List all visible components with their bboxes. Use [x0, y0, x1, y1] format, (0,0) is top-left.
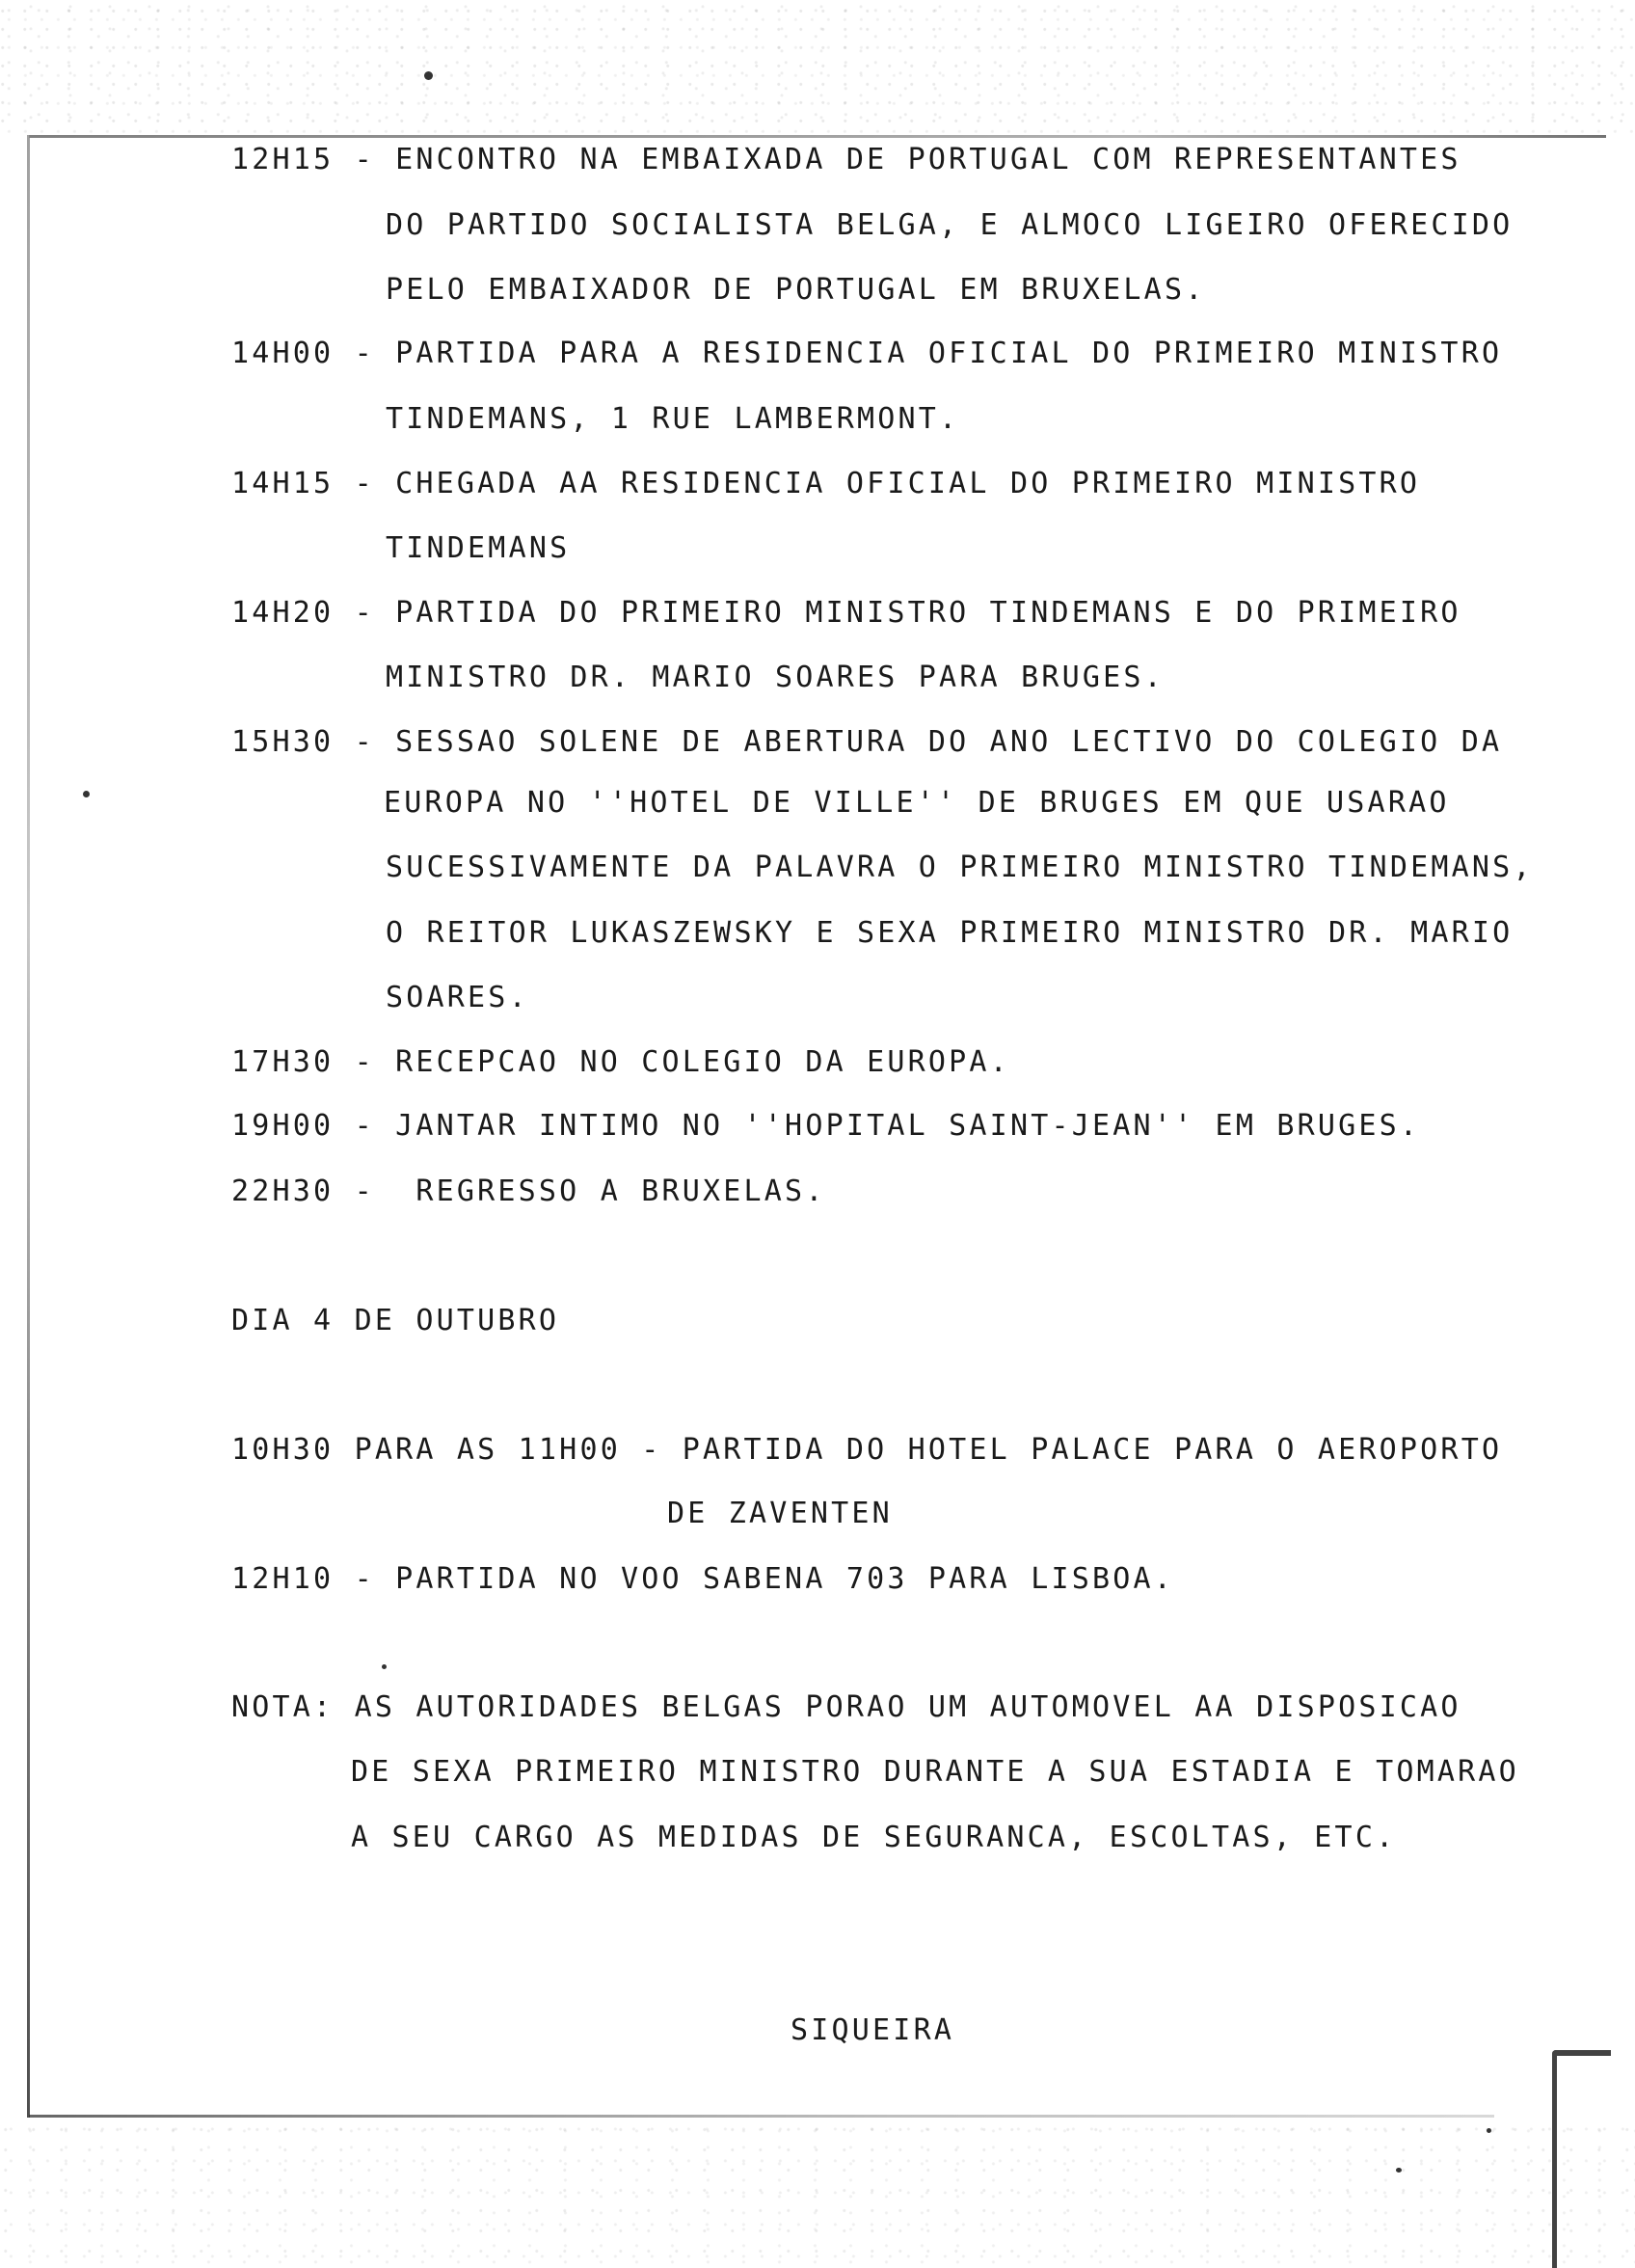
schedule-line-2230: 22H30 - REGRESSO A BRUXELAS. — [231, 1174, 826, 1208]
ink-speck — [1396, 2168, 1402, 2173]
schedule-line-1215-cont-1: DO PARTIDO SOCIALISTA BELGA, E ALMOCO LIGEIRO OFERECIDO — [386, 208, 1514, 242]
scan-border-left — [27, 135, 30, 2118]
ink-speck — [382, 1664, 387, 1669]
schedule-line-1215-cont-2: PELO EMBAIXADOR DE PORTUGAL EM BRUXELAS. — [386, 273, 1206, 307]
schedule-line-1030-cont: DE ZAVENTEN — [667, 1497, 893, 1530]
ink-speck — [1487, 2128, 1491, 2133]
note-line-1: NOTA: AS AUTORIDADES BELGAS PORAO UM AUTOMOVEL AA DISPOSICAO — [231, 1690, 1461, 1724]
schedule-line-1530-cont-1: EUROPA NO ''HOTEL DE VILLE'' DE BRUGES EM QUE USARAO — [384, 786, 1450, 820]
schedule-line-1530: 15H30 - SESSAO SOLENE DE ABERTURA DO ANO LECTIVO DO COLEGIO DA — [231, 725, 1503, 759]
scan-corner-mark — [1552, 2050, 1611, 2268]
scan-noise-top — [0, 0, 1635, 135]
schedule-line-1415-cont: TINDEMANS — [386, 531, 571, 565]
schedule-line-1530-cont-2: SUCESSIVAMENTE DA PALAVRA O PRIMEIRO MINISTRO TINDEMANS, — [386, 850, 1534, 884]
schedule-line-1215: 12H15 - ENCONTRO NA EMBAIXADA DE PORTUGAL COM REPRESENTANTES — [231, 143, 1461, 176]
schedule-line-1420-cont: MINISTRO DR. MARIO SOARES PARA BRUGES. — [386, 661, 1165, 694]
signature-name: SIQUEIRA — [791, 2013, 955, 2047]
scan-border-bottom — [29, 2115, 1494, 2118]
schedule-line-1400-cont: TINDEMANS, 1 RUE LAMBERMONT. — [386, 402, 960, 436]
schedule-line-1030: 10H30 PARA AS 11H00 - PARTIDA DO HOTEL PALACE PARA O AEROPORTO — [231, 1433, 1503, 1467]
schedule-line-1400: 14H00 - PARTIDA PARA A RESIDENCIA OFICIAL DO PRIMEIRO MINISTRO — [231, 337, 1503, 370]
scan-border-top — [29, 135, 1606, 138]
schedule-line-1900: 19H00 - JANTAR INTIMO NO ''HOPITAL SAINT-JEAN'' EM BRUGES. — [231, 1109, 1421, 1143]
note-line-3: A SEU CARGO AS MEDIDAS DE SEGURANCA, ESCOLTAS, ETC. — [351, 1821, 1397, 1854]
schedule-line-1730: 17H30 - RECEPCAO NO COLEGIO DA EUROPA. — [231, 1045, 1010, 1079]
schedule-line-1530-cont-4: SOARES. — [386, 981, 529, 1014]
scan-noise-bottom — [0, 2120, 1635, 2268]
schedule-line-1210: 12H10 - PARTIDA NO VOO SABENA 703 PARA LISBOA. — [231, 1562, 1175, 1596]
schedule-line-1415: 14H15 - CHEGADA AA RESIDENCIA OFICIAL DO PRIMEIRO MINISTRO — [231, 467, 1421, 500]
schedule-line-1530-cont-3: O REITOR LUKASZEWSKY E SEXA PRIMEIRO MINISTRO DR. MARIO — [386, 916, 1514, 950]
note-line-2: DE SEXA PRIMEIRO MINISTRO DURANTE A SUA ESTADIA E TOMARAO — [351, 1755, 1519, 1789]
day-heading: DIA 4 DE OUTUBRO — [231, 1304, 560, 1337]
ink-speck — [424, 71, 433, 80]
ink-speck — [83, 791, 90, 797]
schedule-line-1420: 14H20 - PARTIDA DO PRIMEIRO MINISTRO TINDEMANS E DO PRIMEIRO — [231, 596, 1461, 630]
